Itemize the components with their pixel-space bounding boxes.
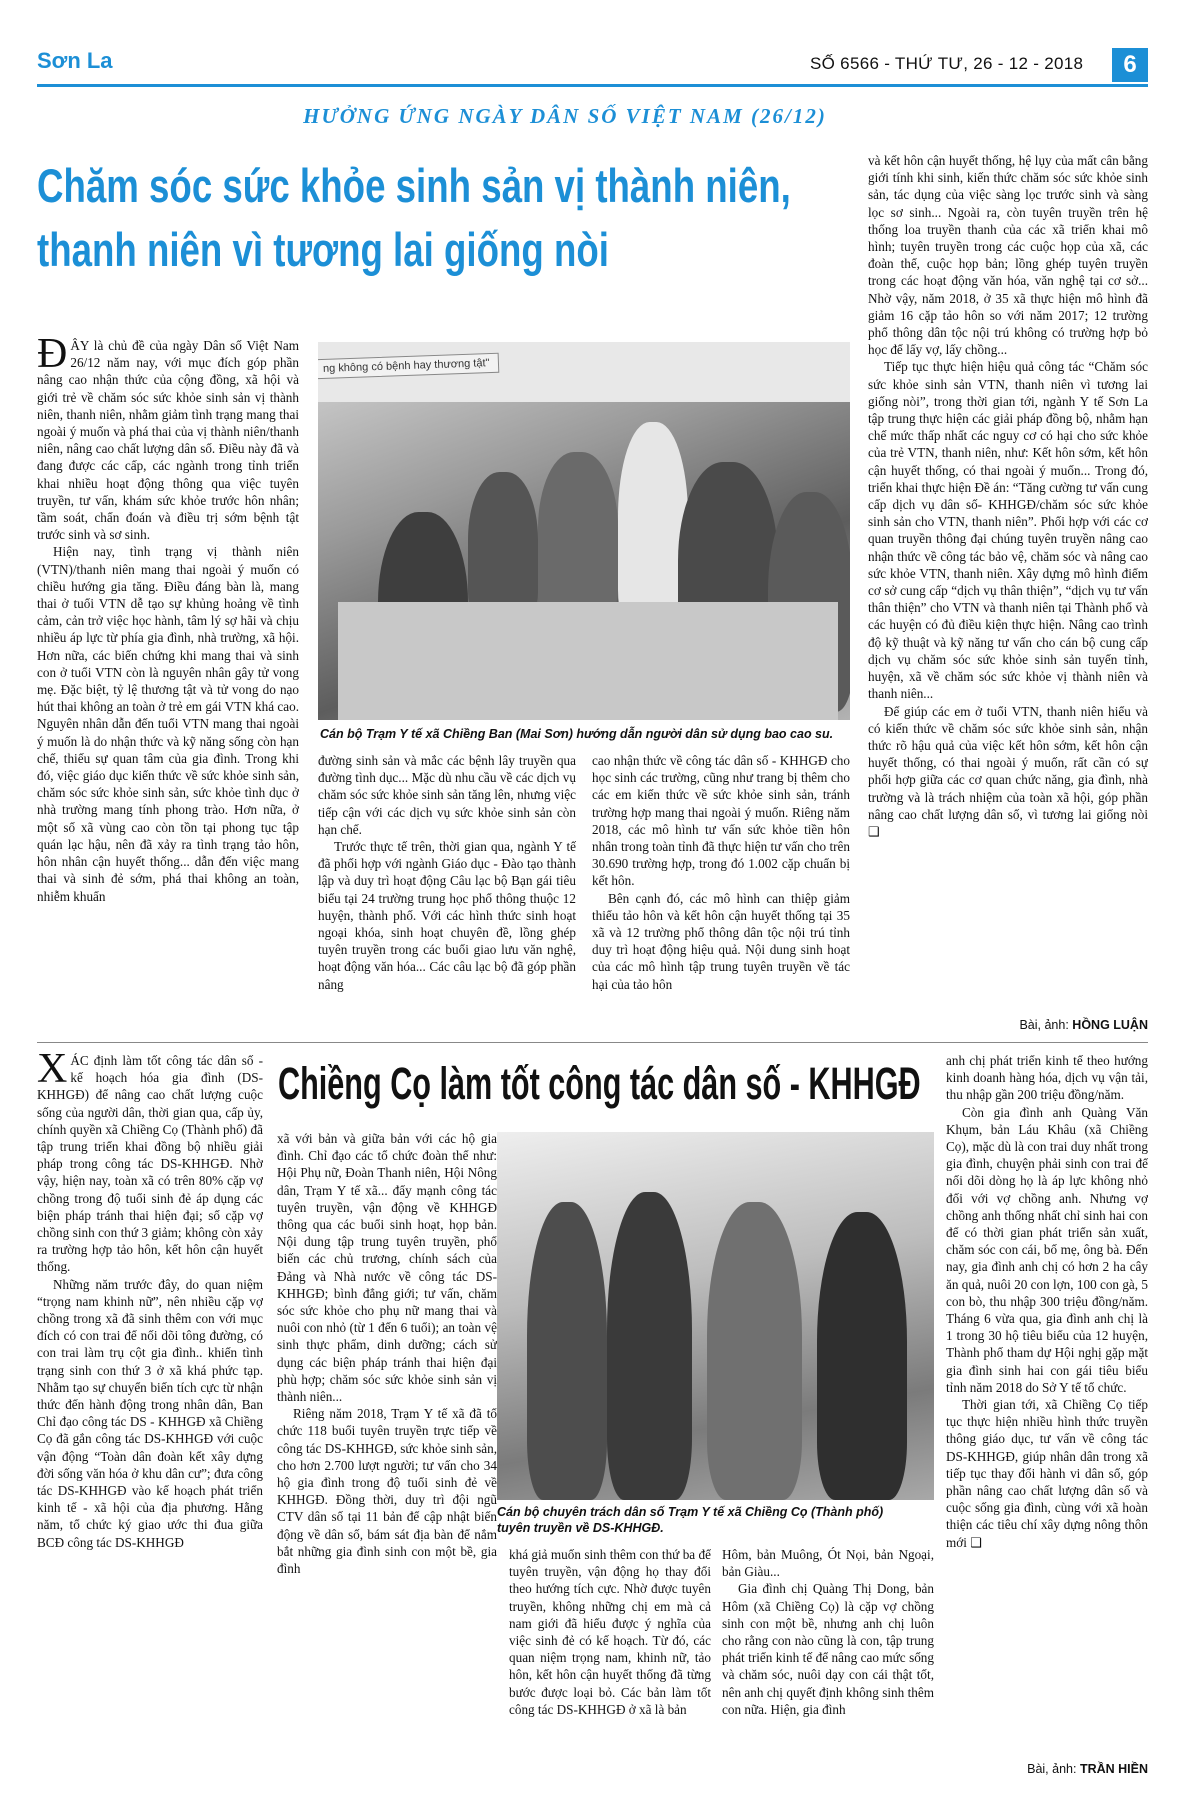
article2-column-5 (946, 1052, 1148, 1758)
article2-col5-p2: Còn gia đình anh Quàng Văn Khụm, bản Láu Khâu (xã Chiềng Cọ), mặc dù là con trai duy nhất trong gia đình, chuyện phải sinh con trai để nối dõi dòng họ là áp lực không nhỏ đối với vợ chồng anh. Nhưng vợ chồng anh thống nhất chỉ sinh hai con để có thời gian phát triển sản xuất, chăm sóc con cái, bố mẹ, ông bà. Đến nay, gia đình anh chị có hơn 2 ha cây ăn quả, nuôi 20 con lợn, 100 con gà, 5 con bò, thu nhập 300 triệu đồng/năm. Tháng 6 vừa qua, gia đình anh chị là 1 trong 30 hộ tiêu biểu của 12 huyện, Thành phố tham dự Hội nghị gặp mặt gia đình sinh hai con gái tiêu biểu tỉnh năm 2018 do Sở Y tế tổ chức. (946, 1104, 1148, 1395)
article2-dropcap: X (37, 1052, 68, 1092)
article1-col1-p2: Hiện nay, tình trạng vị thành niên (VTN)/thanh niên mang thai ngoài ý muốn có chiều hướng gia tăng. Điều đáng bàn là, mang thai ở tuổi VTN dễ tạo sự khủng hoảng về tình cảm, cản trở việc học hành, tâm lý sợ hãi và chịu nhiều áp lực từ phía gia đình, nhà trường, xã hội. Hơn nữa, các biến chứng khi mang thai và sinh con ở tuổi VTN còn là nguyên nhân gây tử vong mẹ. Đặc biệt, tỷ lệ thương tật và tử vong do nạo hút thai không an toàn ở trẻ em gái VTN khá cao. Nguyên nhân dẫn đến tuổi VTN mang thai ngoài ý muốn là do nhận thức và kỹ năng sống còn hạn chế, thiếu sự quan tâm của gia đình. Trong khi đó, việc giáo dục kiến thức về sức khỏe sinh sản, chăm sóc sức khỏe sinh sản, sức khỏe tình dục ở nhà trường mang tính phong trào. Hơn nữa, ở một số xã vùng cao còn tồn tại phong tục tập quán lạc hậu, nên đã xảy ra tình trạng tảo hôn, hôn nhân cận huyết thống... dẫn đến việc mang thai và sinh đẻ sớm, phá thai không an toàn, nhiễm khuẩn (37, 544, 299, 904)
article2-byline-prefix: Bài, ảnh: (1027, 1762, 1077, 1776)
article2-col1-p2: Những năm trước đây, do quan niệm “trọng nam khinh nữ”, nên nhiều cặp vợ chồng trong xã đã sinh thêm con với mục đích có con trai để nối dõi tông đường, có con trai làm trụ cột gia đình.. khiến tình trạng sinh con thứ 3 ở xã khá phức tạp. Nhằm tạo sự chuyển biến tích cực từ nhận thức đến hành động trong nhân dân, Ban Chỉ đạo công tác DS - KHHGĐ xã Chiềng Cọ đã gắn công tác DS-KHHGĐ với cuộc vận động “Toàn dân đoàn kết xây dựng đời sống văn hóa ở khu dân cư”; đưa công tác DS-KHHGĐ vào kế hoạch phát triển kinh tế - xã hội của địa phương. Hằng năm, tổ chức ký giao ước thi đua giữa BCĐ công tác DS-KHHGĐ (37, 1276, 263, 1550)
page-number: 6 (1112, 48, 1148, 82)
article1-col2-p2: Trước thực tế trên, thời gian qua, ngành Y tế đã phối hợp với ngành Giáo dục - Đào tạo thành lập và duy trì hoạt động Câu lạc bộ Bạn gái tiêu biểu tại 24 trường trung học phổ thông thuộc 12 huyện, thành phố. Với các hình thức sinh hoạt ngoại khóa, sinh hoạt chuyên đề, lồng ghép tuyên truyền trong các buổi giao lưu văn nghệ, hoạt động văn hóa... Các câu lạc bộ đã góp phần nâng (318, 839, 576, 992)
article1-column-2 (318, 752, 576, 1035)
article2-title: Chiềng Cọ làm tốt công tác dân số - KHHGĐ (278, 1058, 921, 1109)
article2-col5-p1: anh chị phát triển kinh tế theo hướng kinh doanh hàng hóa, dịch vụ vận tải, thu nhập gần 200 triệu đồng/năm. (946, 1053, 1148, 1103)
article1-dropcap: Đ (37, 337, 68, 377)
article1-photo (318, 342, 850, 720)
article2-col3-p1: khá giả muốn sinh thêm con thứ ba để tuyên truyền, vận động họ thay đổi theo hướng tích cực. Nhờ được tuyên truyền, không những chị em mà cả nam giới đã hiểu được ý nghĩa của việc sinh đẻ có kế hoạch. Từ đó, các quan niệm trọng nam, khinh nữ, tảo hôn, kết hôn cận huyết thống đã từng bước được loại bỏ. Các bản làm tốt công tác DS-KHHGĐ ở xã là bản (509, 1547, 711, 1717)
article1-col3-p2: Bên cạnh đó, các mô hình can thiệp giảm thiểu tảo hôn và kết hôn cận huyết thống tại 35 xã và 12 trường phổ thông dân tộc nội trú tỉnh duy trì hoạt động hiệu quả. Nội dung sinh hoạt của các mô hình tập trung tuyên truyền về tác hại của tảo hôn (592, 890, 850, 992)
article1-col4-p1: và kết hôn cận huyết thống, hệ lụy của mất cân bằng giới tính khi sinh, kiến thức chăm sóc sức khỏe sinh sản, tác dụng của việc sàng lọc trước sinh và sàng lọc sơ sinh... Ngoài ra, còn tuyên truyền trên hệ thống loa truyền thanh của các xã triển khai mô hình; tuyên truyền trong các cuộc họp của xã, các đoàn thể, cuộc họp bản; lồng ghép tuyên truyền trong các hoạt động văn hóa, văn nghệ tại cơ sở... Nhờ vậy, năm 2018, ở 35 xã thực hiện mô hình đã giảm 16 cặp tảo hôn so với năm 2017; 12 trường phổ thông dân tộc nội trú không có trường hợp bỏ học để lấy vợ, lấy chồng... (868, 153, 1148, 358)
article-divider (37, 1042, 1148, 1043)
article2-column-2 (277, 1130, 497, 1758)
article1-column-1 (37, 337, 299, 1035)
article2-column-4 (722, 1546, 934, 1758)
article1-photo-sign: ng không có bệnh hay thương tật" (318, 353, 499, 379)
article2-caption-line1: Cán bộ chuyên trách dân số Trạm Y tế xã Chiềng Cọ (Thành phố) (497, 1505, 884, 1519)
article2-caption (497, 1504, 934, 1536)
article1-col4-p3: Để giúp các em ở tuổi VTN, thanh niên hiểu và có kiến thức về chăm sóc sức khỏe sinh sản, nhận thức rõ hậu quả của việc kết hôn sớm, kết hôn cận huyết thống, có thai ngoài ý muốn, rất cần có sự phối hợp giữa các cơ quan chức năng, gia đình, nhà trường và là trách nhiệm của toàn xã hội, góp phần nâng cao chất lượng dân số, vì tương lai giống nòi ❑ (868, 703, 1148, 839)
article2-col2-p2: Riêng năm 2018, Trạm Y tế xã đã tổ chức 118 buổi tuyên truyền trực tiếp về công tác DS-KHHGĐ, sức khỏe sinh sản, cho hơn 2.700 lượt người; tư vấn cho 34 hộ gia đình trong độ tuổi sinh đẻ về KHHGĐ. Đồng thời, duy trì đội ngũ CTV dân số tại 11 bản để cập nhật biến động về dân số, bám sát địa bàn để nắm bắt những gia đình sinh con một bề, gia đình (277, 1406, 497, 1577)
article1-title-line1: Chăm sóc sức khỏe sinh sản vị thành niên, (37, 159, 791, 212)
section-name: Sơn La (37, 48, 113, 73)
article2-caption-line2: tuyên truyền về DS-KHHGĐ. (497, 1521, 664, 1535)
article1-byline (868, 1018, 1148, 1032)
article1-byline-author: HỒNG LUẬN (1072, 1018, 1148, 1032)
article2-photo (497, 1132, 934, 1500)
article1-col4-p2: Tiếp tục thực hiện hiệu quả công tác “Chăm sóc sức khỏe sinh sản VTN, thanh niên vì tương lai giống nòi”, trong thời gian tới, ngành Y tế Sơn La tập trung thực hiện các giải pháp đồng bộ, nhằm hạn chế mức thấp nhất các nguy cơ có hại cho sức khỏe của trẻ VTN, thanh niên, như: Kết hôn sớm, kết hôn cận huyết thống, có thai ngoài ý muốn... Trong đó, triển khai thực hiện Đề án: “Tăng cường tư vấn cung cấp dịch vụ dân số- KHHGĐ/chăm sóc sức khỏe sinh sản cho VTN, thanh niên”. Phối hợp với các cơ quan truyền thông đại chúng tuyên truyền nâng cao nhận thức về công tác bảo vệ, chăm sóc và nâng cao sức khỏe VTN, thanh niên. Xây dựng mô hình điểm cơ sở cung cấp “dịch vụ thân thiện”, “dịch vụ tư vấn thân thiện” cho VTN và thanh niên tại Thành phố và các huyện có đủ điều kiện thực hiện. Nâng cao trình độ kỹ thuật và kỹ năng tư vấn cho cán bộ cung cấp dịch vụ chăm sóc sức khỏe sinh sản tuyến tỉnh, huyện, xã về chăm sóc sức khỏe vị thành niên và thanh niên... (868, 359, 1148, 702)
article2-col5-p3: Thời gian tới, xã Chiềng Cọ tiếp tục thực hiện nhiều hình thức truyền thông giáo dục, tư vấn về công tác DS-KHHGĐ, giúp nhân dân trong xã tiếp tục thay đổi hành vi dân số, góp phần nâng cao chất lượng dân số và cuộc sống gia đình, cùng với xã hoàn thiện các tiêu chí xây dựng nông thôn mới ❑ (946, 1397, 1148, 1550)
article2-col4-p2: Gia đình chị Quàng Thị Dong, bản Hôm (xã Chiềng Cọ) là cặp vợ chồng sinh con một bề, nhưng anh chị luôn cho rằng con nào cũng là con, tập trung phát triển kinh tế để nâng cao mức sống và chăm sóc, nuôi dạy con cái thật tốt, nên anh chị quyết định không sinh thêm con nữa. Hiện, gia đình (722, 1581, 934, 1717)
article2-col1-p1: ÁC định làm tốt công tác dân số - kế hoạch hóa gia đình (DS-KHHGĐ) để nâng cao chất lượng cuộc sống của người dân, thời gian qua, cấp ủy, chính quyền xã Chiềng Cọ (Thành phố) đã tập trung triển khai đồng bộ nhiều giải pháp trong công tác DS-KHHGĐ. Nhờ vậy, hiện nay, toàn xã có trên 80% cặp vợ chồng trong độ tuổi sinh đẻ áp dụng các biện pháp tránh thai hiện đại; số cặp vợ chồng sinh con thứ 3 giảm; không còn xảy ra trường hợp tảo hôn, kết hôn cận huyết thống. (37, 1053, 263, 1275)
issue-date: SỐ 6566 - THỨ TƯ, 26 - 12 - 2018 (810, 54, 1084, 73)
article1-title-line2: thanh niên vì tương lai giống nòi (37, 223, 609, 276)
article1-byline-prefix: Bài, ảnh: (1019, 1018, 1069, 1032)
article2-column-3 (509, 1546, 711, 1758)
article1-caption: Cán bộ Trạm Y tế xã Chiềng Ban (Mai Sơn) hướng dẫn người dân sử dụng bao cao su. (320, 727, 834, 741)
article1-col3-p1: cao nhận thức về công tác dân số - KHHGĐ cho học sinh các trường, cũng như trang bị thêm cho các em kiến thức về sức khỏe sinh sản, tránh trường hợp mang thai ngoài ý muốn. Riêng năm 2018, các mô hình tư vấn sức khỏe tiền hôn nhân trong toàn tỉnh đã thực hiện tư vấn cho trên 30.690 trường hợp, trong đó 1.002 cặp chuẩn bị kết hôn. (592, 753, 850, 889)
article2-byline-author: TRẦN HIỀN (1079, 1762, 1148, 1776)
article1-kicker: HƯỞNG ỨNG NGÀY DÂN SỐ VIỆT NAM (26/12) (303, 104, 827, 128)
header-rule (37, 84, 1148, 87)
article2-byline (946, 1762, 1148, 1776)
article1-column-4 (868, 152, 1148, 1014)
article2-col4-p1: Hôm, bản Muông, Ót Nọi, bản Ngoại, bản Giàu... (722, 1547, 934, 1580)
article2-column-1 (37, 1052, 263, 1758)
article1-column-3 (592, 752, 850, 1035)
article1-col1-p1: ÂY là chủ đề của ngày Dân số Việt Nam 26/12 năm nay, với mục đích góp phần nâng cao nhận thức của cộng đồng, xã hội và giới trẻ về chăm sóc sức khỏe sinh sản vị thành niên, thanh niên, nhằm giảm tình trạng mang thai ngoài ý muốn và phá thai của vị thành niên/thanh niên, nâng cao chất lượng dân số. Điều này đã và đang được các cấp, các ngành trong tỉnh triển khai nhiều hoạt động thông qua việc tuyên truyền, tư vấn, khám sức khỏe trước hôn nhân; tầm soát, chẩn đoán và điều trị sớm bệnh tật trước sinh và sơ sinh. (37, 338, 299, 543)
article2-col2-p1: xã với bản và giữa bản với các hộ gia đình. Chỉ đạo các tổ chức đoàn thể như: Hội Phụ nữ, Đoàn Thanh niên, Hội Nông dân, Trạm Y tế xã... đẩy mạnh công tác tuyên truyền, vận động về KHHGĐ thông qua các buổi sinh hoạt, họp bản. Nội dung tập trung tuyên truyền, phổ biến các chủ trương, chính sách của Đảng và Nhà nước về công tác DS-KHHGĐ; bình đẳng giới; tư vấn, chăm sóc sức khỏe cho phụ nữ mang thai và nuôi con nhỏ (từ 1 đến 6 tuổi); an toàn vệ sinh thực phẩm, dinh dưỡng; cách sử dụng các biện pháp tránh thai hiện đại phù hợp; chăm sóc sức khỏe sinh sản vị thành niên... (277, 1131, 497, 1405)
article1-col2-p1: đường sinh sản và mắc các bệnh lây truyền qua đường tình dục... Mặc dù nhu cầu về các dịch vụ chăm sóc sức khỏe sinh sản tăng lên, nhưng việc tiếp cận với các dịch vụ sức khỏe sinh sản còn hạn chế. (318, 753, 576, 837)
